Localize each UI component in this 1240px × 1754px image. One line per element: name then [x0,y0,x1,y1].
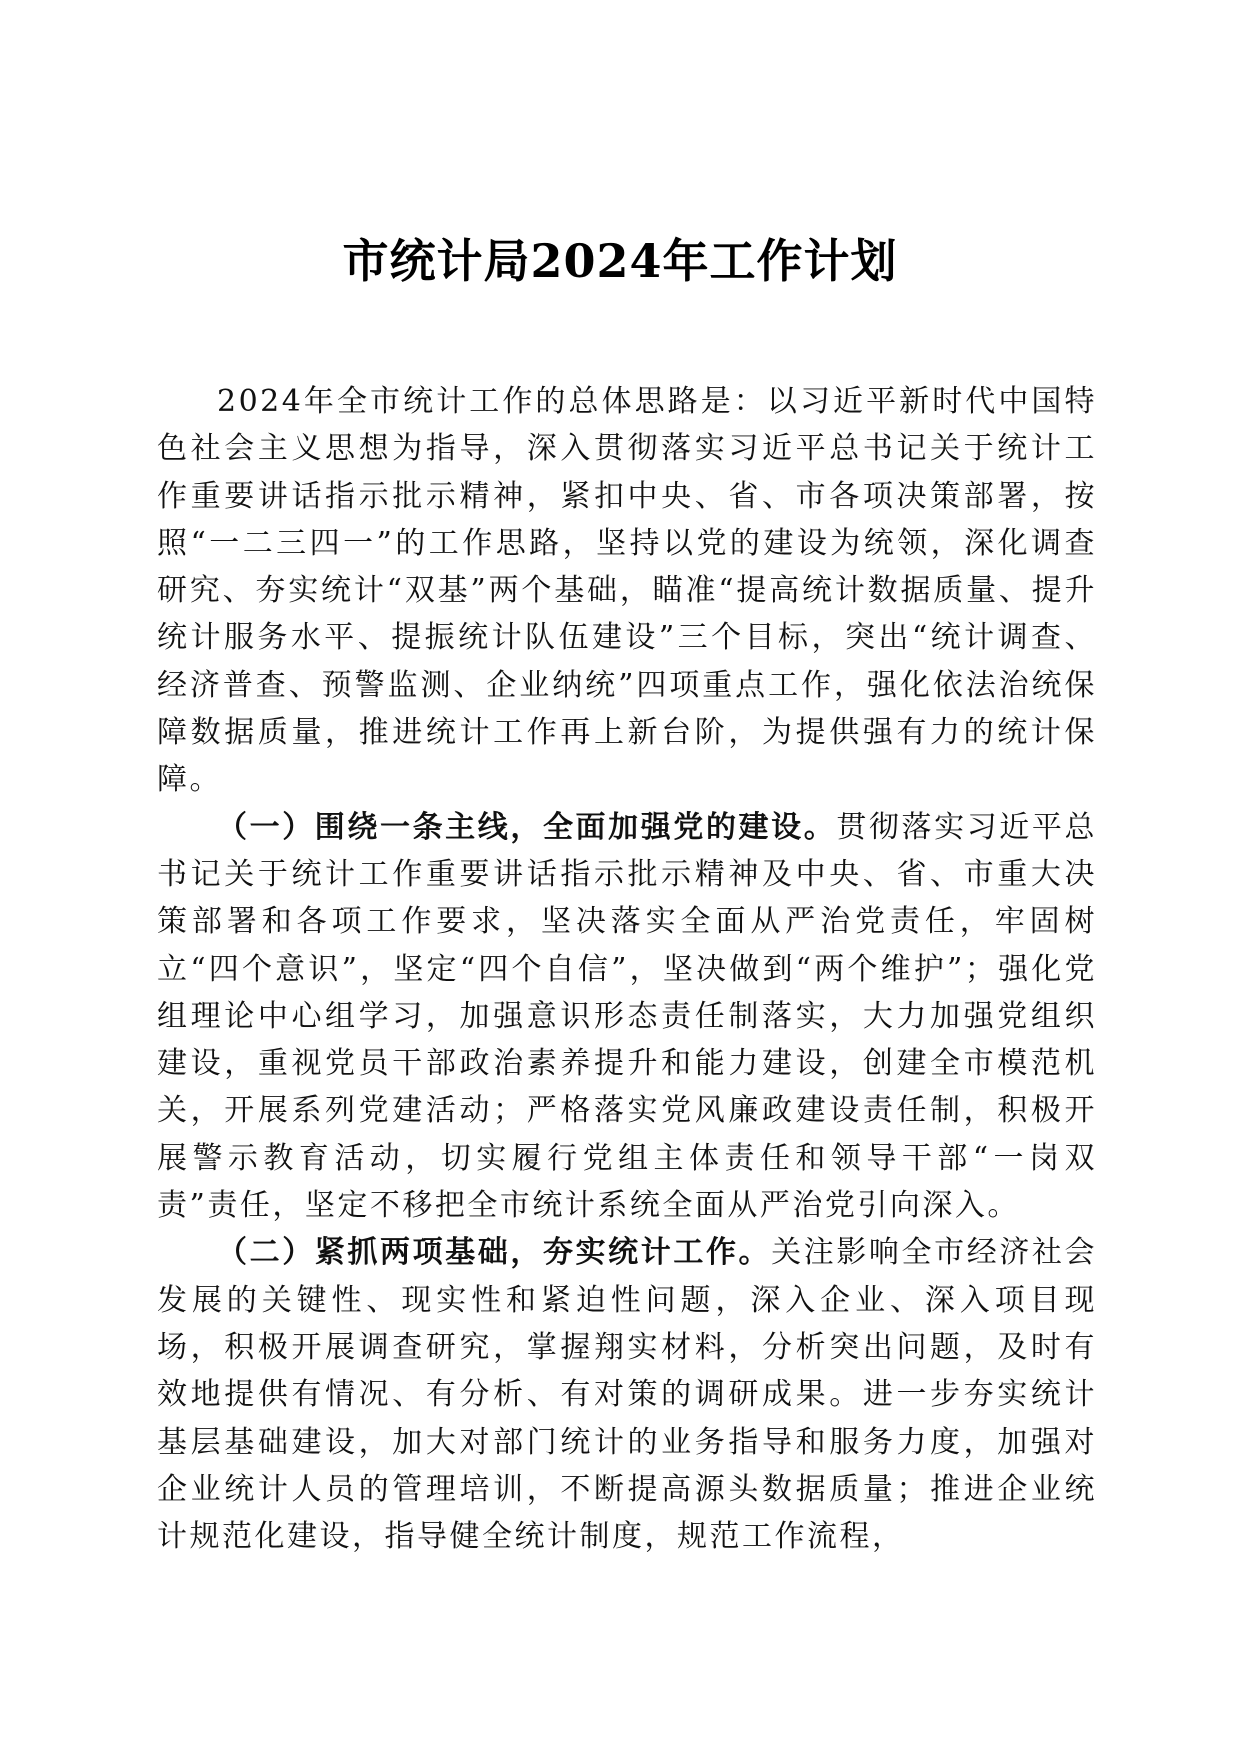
paragraph-text: 2024年全市统计工作的总体思路是：以习近平新时代中国特色社会主义思想为指导，深入贯彻落实习近平总书记关于统计工作重要讲话指示批示精神，紧扣中央、省、市各项决策部署，按照“一二三四一”的工作思路，坚持以党的建设为统领，深化调查研究、夯实统计“双基”两个基础，瞄准“提高统计数据质量、提升统计服务水平、提振统计队伍建设”三个目标，突出“统计调查、经济普查、预警监测、企业纳统”四项重点工作，强化依法治统保障数据质量，推进统计工作再上新台阶，为提供强有力的统计保障。 [157,384,1097,798]
paragraph-intro [157,378,1097,804]
document-body [157,378,1097,1560]
section-heading: （一）围绕一条主线，全面加强党的建设。 [217,809,837,845]
paragraph-section-1 [157,804,1097,1230]
paragraph-section-2 [157,1229,1097,1560]
document-title: 市统计局2024年工作计划 [342,234,898,288]
paragraph-text: 贯彻落实习近平总书记关于统计工作重要讲话指示批示精神及中央、省、市重大决策部署和各项工作要求，坚决落实全面从严治党责任，牢固树立“四个意识”，坚定“四个自信”，坚决做到“两个维护”；强化党组理论中心组学习，加强意识形态责任制落实，大力加强党组织建设，重视党员干部政治素养提升和能力建设，创建全市模范机关，开展系列党建活动；严格落实党风廉政建设责任制，积极开展警示教育活动，切实履行党组主体责任和领导干部“一岗双责”责任，坚定不移把全市统计系统全面从严治党引向深入。 [157,809,1098,1224]
paragraph-text: 关注影响全市经济社会发展的关键性、现实性和紧迫性问题，深入企业、深入项目现场，积极开展调查研究，掌握翔实材料，分析突出问题，及时有效地提供有情况、有分析、有对策的调研成果。进一步夯实统计基层基础建设，加大对部门统计的业务指导和服务力度，加强对企业统计人员的管理培训，不断提高源头数据质量；推进企业统计规范化建设，指导健全统计制度，规范工作流程， [157,1235,1098,1555]
section-heading: （二）紧抓两项基础，夯实统计工作。 [217,1235,772,1271]
